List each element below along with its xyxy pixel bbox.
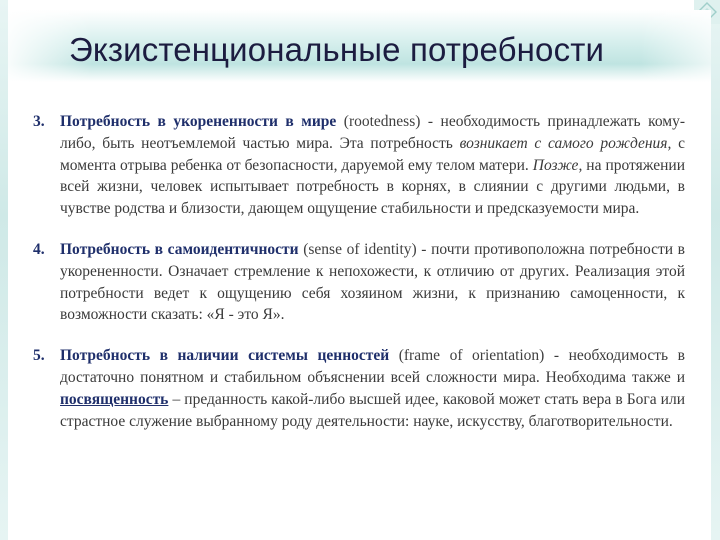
slide-title: Экзистенциональные потребности [69,31,605,68]
item-text: на протяжении всей жизни, человек испытывает потребность в корнях, в слиянии с другими людьми, в чувстве родства и близости, дающем ощущение стабильности и предсказуемости мира. [60,156,686,218]
left-decorative-border [0,0,8,540]
list-item-rootedness [33,111,685,220]
item-text: с момента отрыва ребенка от безопасности, даруемой ему телом матери. [60,134,685,174]
item-text: – преданность какой-либо высшей идее, каковой может стать вера в Бога или страстное служение выбранному роду деятельности: науке, искусству, благотворительности. [60,390,685,430]
english-term: (sense of identity) [303,240,417,258]
need-keyword: Потребность в наличии системы ценностей [60,347,390,365]
item-emphasis: возникает с самого рождения, [459,134,672,152]
title-banner [8,10,711,82]
need-keyword: Потребность в укорененности в мире [60,113,337,130]
item-number: 5. [33,347,45,365]
item-text: - необходимость принадлежать кому-либо, быть неотъемлемой частью мира. Эта потребность [60,113,686,152]
item-emphasis: Позже, [532,156,583,174]
list-item-identity [33,239,685,326]
english-term: (frame of orientation) [398,347,545,365]
needs-list [33,111,685,432]
item-number: 4. [33,240,45,258]
english-term: (rootedness) [343,113,421,130]
item-text: - почти противоположна потребности в укорененности. Означает стремление к непохожести, к отличию от других. Реализация этой потребности ведет к ощущению себя хозяином жизни, к признанию самоценности, к возможности сказать: «Я - это Я». [60,240,685,324]
item-text: - необходимость в достаточно понятном и стабильном объяснении всей сложности мира. Необходима также и [60,347,685,386]
need-keyword: Потребность в самоидентичности [60,240,299,258]
list-item-values [33,345,685,432]
right-decorative-border [711,0,720,540]
item-number: 3. [33,113,45,130]
need-keyword-underlined: посвященность [60,390,169,408]
